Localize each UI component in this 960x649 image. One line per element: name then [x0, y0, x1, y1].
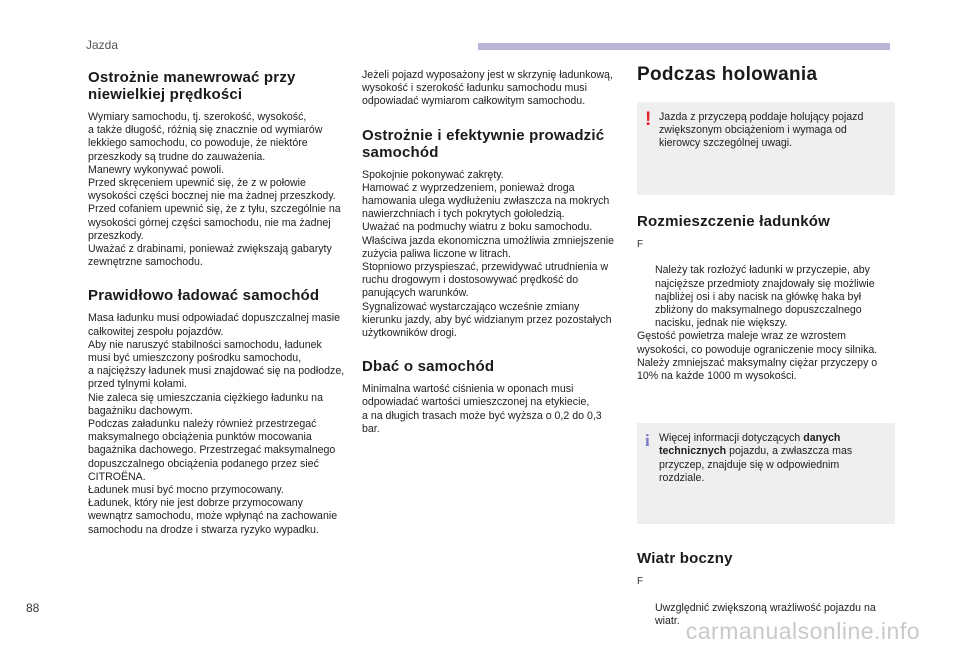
heading-dbac: Dbać o samochód [362, 358, 495, 376]
info-note [637, 423, 895, 524]
info-text-pre: Więcej informacji dotyczących [659, 432, 804, 445]
text-dbac: Minimalna wartość ciśnienia w oponach musi odpowiadać wartości umieszczonej na etykiecie, a na długich trasach może być wyższa o 0,2 do 0,3 bar. [362, 383, 602, 435]
warning-note [637, 102, 895, 195]
watermark: carmanualsonline.info [685, 618, 920, 644]
bullet-text: Uwzględnić zwiększoną wrażliwość pojazdu na wiatr. [655, 601, 876, 627]
column-left [88, 69, 346, 537]
bullet-rozmieszczenie [637, 238, 895, 330]
heading-holowanie: Podczas holowania [637, 64, 818, 85]
warning-text: Jazda z przyczepą poddaje holujący pojazd zwiększonym obciążeniom i wymaga od kierowcy szczególnej uwagi. [659, 111, 864, 150]
column-middle [362, 69, 620, 436]
header-bar [478, 43, 890, 50]
info-text-bold: danych technicznych [659, 432, 841, 458]
page-number: 88 [26, 601, 40, 615]
info-text-post: pojazdu, a zwłaszcza mas przyczep, znajduje się w odpowiednim rozdziale. [659, 445, 853, 484]
column-right [637, 64, 895, 628]
heading-wiatr: Wiatr boczny [637, 550, 733, 568]
info-icon: i [645, 431, 650, 451]
heading-prowadzic: Ostrożnie i efektywnie prowadzić samochód [362, 126, 605, 161]
text-prowadzic: Spokojnie pokonywać zakręty. Hamować z wyprzedzeniem, ponieważ droga hamowania ulega wydłużeniu zwłaszcza na mokrych nawierzchniach i tych pokrytych gołoledzią. Uważać na podmuchy wiatru z boku samochodu. Właściwa jazda ekonomiczna umożliwia zmniejszenie zużycia paliwa liczone w litrach. Stopniowo przyspieszać, przewidywać utrudnienia w ruchu drogowym i dostosowywać prędkość do panujących warunków. Sygnalizować wystarczająco wcześnie zmiany kierunku jazdy, aby być widzianym przez pozostałych użytkowników drogi. [362, 168, 614, 340]
text-manewrowac: Wymiary samochodu, tj. szerokość, wysokość, a także długość, różnią się znacznie od wymiarów lekkiego samochodu, co powoduje, że niektóre przeszkody są trudne do zauważenia. Manewry wykonywać powoli. Przed skręceniem upewnić się, że z w połowie wysokości części bocznej nie ma żadnej przeszkody. Przed cofaniem upewnić się, że z tyłu, szczególnie na wysokości górnej części samochodu, nie ma żadnej przeszkody. Uważać z drabinami, ponieważ zwiększają gabaryty zewnętrzne samochodu. [88, 111, 341, 269]
text-ladowac: Masa ładunku musi odpowiadać dopuszczalnej masie całkowitej zespołu pojazdów. Aby nie naruszyć stabilności samochodu, ładunek musi być umieszczony pośrodku samochodu, a najcięższy ładunek musi znajdować się na podłodze, przed tylnymi kołami. Nie zaleca się umieszczania ciężkiego ładunku na bagażniku dachowym. Podczas załadunku należy również przestrzegać maksymalnego obciążenia punktów mocowania bagażnika dachowego. Przestrzegać maksymalnego dopuszczalnego obciążenia podanego przez sieć CITROËNA. Ładunek musi być mocno przymocowany. Ładunek, który nie jest dobrze przymocowany wewnątrz samochodu, może wpłynąć na zachowanie samochodu na drodze i stwarza ryzyko wypadku. [88, 312, 345, 536]
text-skrzynia: Jeżeli pojazd wyposażony jest w skrzynię ładunkową, wysokość i szerokość ładunku samochodu musi odpowiadać wymiarom całkowitym samochodu. [362, 69, 613, 108]
heading-manewrowac: Ostrożnie manewrować przy niewielkiej prędkości [88, 69, 296, 103]
heading-rozmieszczenie: Rozmieszczenie ładunków [637, 213, 830, 230]
section-label: Jazda [86, 38, 119, 52]
warning-icon: ! [645, 109, 652, 130]
bullet-marker-icon: F [637, 576, 644, 588]
bullet-marker-icon: F [637, 239, 644, 250]
heading-ladowac: Prawidłowo ładować samochód [88, 287, 320, 305]
bullet-text: Należy tak rozłożyć ładunki w przyczepie, aby najcięższe przedmioty znajdowały się możliwie najbliżej osi i aby nacisk na główkę haka był zbliżony do maksymalnego dopuszczalnego nacisku, jednak nie większy. [655, 264, 875, 330]
text-gestosc: Gęstość powietrza maleje wraz ze wzrostem wysokości, co powoduje ograniczenie mocy silnika. Należy zmniejszać maksymalny ciężar przyczepy o 10% na każde 1000 m wysokości. [637, 330, 878, 383]
